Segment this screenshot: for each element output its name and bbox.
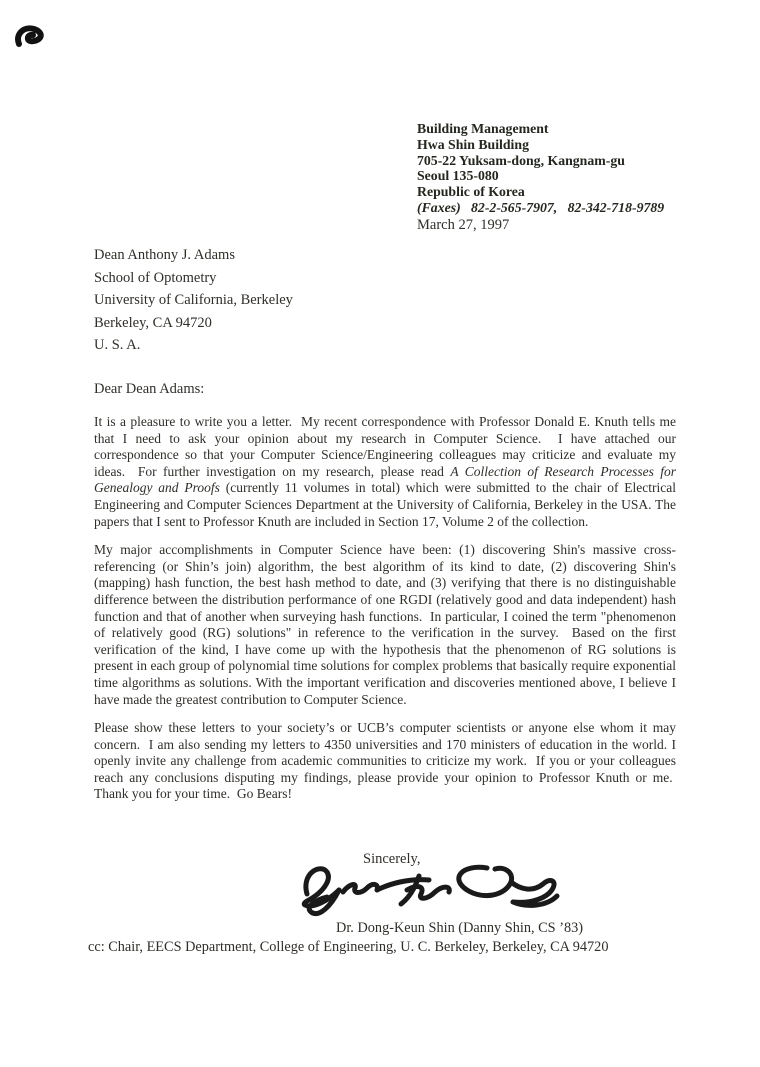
- fax-line: (Faxes) 82-2-565-7907, 82-342-718-9789: [417, 199, 665, 215]
- body-paragraph-2: My major accomplishments in Computer Science have been: (1) discovering Shin's massive cross-referencing (or Shin’s join) algorithm, the best algorithm of its kind to date, (2) discovering Shin's (mapping) hash function, the best hash method to date, and (3) verifying that there is no distinguishable difference between the distribution performance of one RGDI (relatively good and data independent) hash function and that of another when surveying hash functions. In particular, I coined the term "phenomenon of relatively good (RG) solutions" in reference to the verification in the survey. Based on the first verification of the kind, I have come up with the hypothesis that the phenomenon of RG solutions is present in each group of polynomial time solutions for complex problems that basically require exponential time algorithms as solutions. With the important verification and discoveries mentioned above, I believe I have made the greatest contribution to Computer Science.: [94, 542, 676, 707]
- paragraph-1-text: It is a pleasure to write you a letter. My recent correspondence with Professor Donald E. Knuth tells me that I need to ask your opinion about my research in Computer Science. I have attached our correspondence so that your Computer Science/Engineering colleagues may criticize and evaluate my ideas. For further investigation on my research, please read: [94, 414, 676, 479]
- body-paragraph-1: [94, 414, 676, 530]
- sender-address-block: [417, 121, 664, 216]
- recipient-line: University of California, Berkeley: [94, 292, 293, 309]
- sender-line: Hwa Shin Building: [417, 136, 529, 152]
- recipient-line: School of Optometry: [94, 269, 217, 286]
- salutation: Dear Dean Adams:: [94, 381, 205, 397]
- valediction: Sincerely,: [363, 851, 421, 867]
- letter-body: [94, 414, 676, 815]
- signature-image: [291, 860, 567, 918]
- sender-line: Seoul 135-080: [417, 168, 499, 184]
- recipient-line: Dean Anthony J. Adams: [94, 247, 235, 263]
- sender-line: 705-22 Yuksam-dong, Kangnam-gu: [417, 152, 625, 168]
- sender-line: Building Management: [417, 121, 549, 136]
- recipient-address-block: [94, 244, 293, 357]
- ink-mark: [14, 25, 48, 51]
- book-title-italic: A Collection of Research Processes for Genealogy and Proofs: [94, 463, 677, 496]
- paragraph-1-text-continued: (currently 11 volumes in total) which were submitted to the chair of Electrical Engineering and Computer Sciences Department at the University of California, Berkeley in the USA. The papers that I sent to Professor Knuth are included in Section 17, Volume 2 of the collection.: [94, 480, 676, 529]
- body-paragraph-3: Please show these letters to your society’s or UCB’s computer scientists or anyone else whom it may concern. I am also sending my letters to 4350 universities and 170 ministers of education in the world. I openly invite any challenge from academic communities to criticize my work. If you or your colleagues reach any conclusions disputing my findings, please provide your opinion to Professor Knuth or me. Thank you for your time. Go Bears!: [94, 720, 676, 802]
- recipient-line: U. S. A.: [94, 337, 141, 354]
- signer-name-line: Dr. Dong-Keun Shin (Danny Shin, CS ’83): [336, 920, 584, 936]
- cc-line: cc: Chair, EECS Department, College of Engineering, U. C. Berkeley, Berkeley, CA 94720: [88, 939, 609, 955]
- sender-line: Republic of Korea: [417, 184, 525, 200]
- date-line: March 27, 1997: [417, 217, 510, 233]
- recipient-line: Berkeley, CA 94720: [94, 314, 212, 331]
